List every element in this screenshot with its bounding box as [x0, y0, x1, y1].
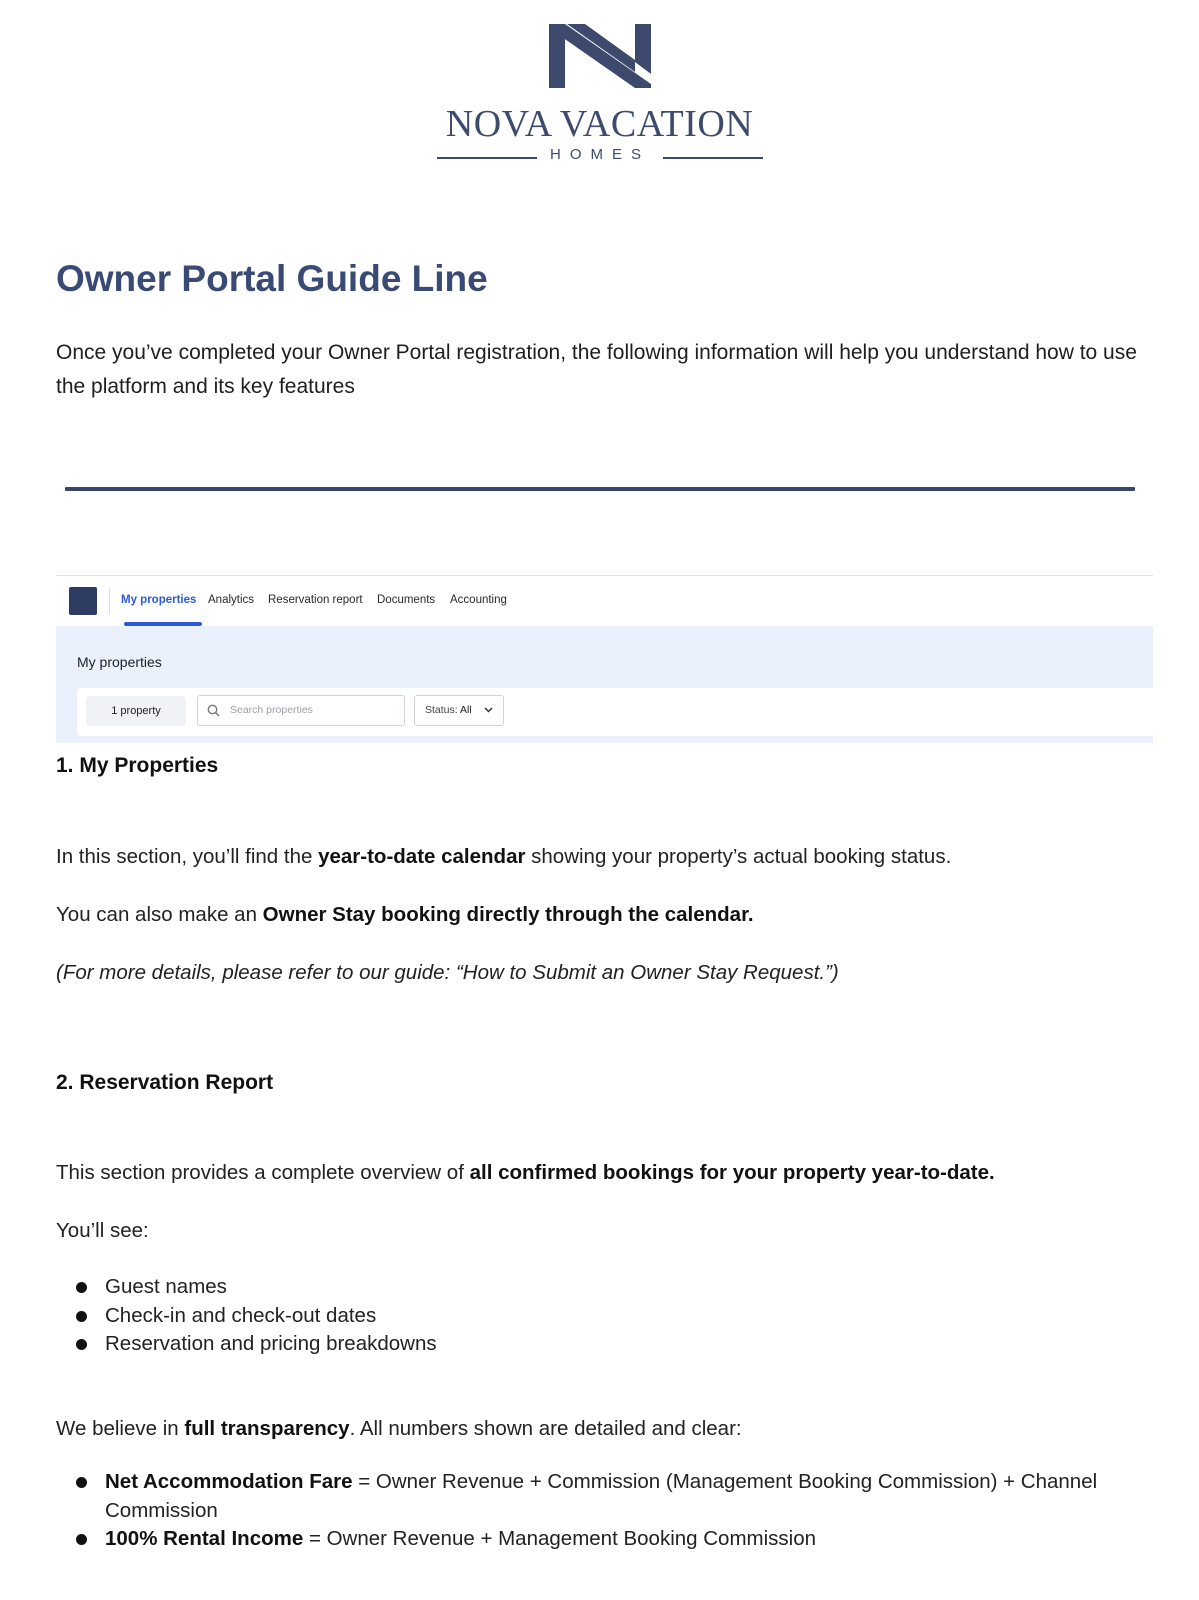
- portal-filter-bar: [77, 688, 1153, 736]
- bold-text: full transparency: [184, 1417, 350, 1440]
- property-count-badge: 1 property: [86, 696, 186, 726]
- search-placeholder: Search properties: [230, 704, 313, 716]
- text: This section provides a complete overview of: [56, 1161, 470, 1184]
- see-list: [56, 1273, 1156, 1359]
- italic-text: (For more details, please refer to our guide: “How to Submit an Owner Stay Request.”): [56, 961, 839, 984]
- section-divider: [65, 487, 1135, 491]
- bold-text: Owner Stay booking directly through the calendar.: [262, 903, 754, 926]
- tab-reservation-report[interactable]: Reservation report: [268, 594, 363, 606]
- definition-text: = Owner Revenue + Commission (Management Booking Commission) + Channel Commission: [105, 1470, 1098, 1522]
- text: showing your property’s actual booking status.: [525, 845, 952, 868]
- search-input[interactable]: [197, 695, 405, 726]
- portal-screenshot: [56, 575, 1153, 743]
- search-icon: [207, 704, 220, 717]
- list-item-text: Check-in and check-out dates: [105, 1303, 377, 1327]
- definition-term: Net Accommodation Fare: [105, 1470, 353, 1493]
- logo-subtitle: HOMES: [549, 146, 650, 163]
- list-item-text: Reservation and pricing breakdowns: [105, 1332, 437, 1355]
- tab-accounting[interactable]: Accounting: [450, 594, 507, 606]
- status-filter-label: Status:: [425, 704, 458, 716]
- logo-monogram-icon: [549, 24, 651, 88]
- paragraph-youll-see: You’ll see:: [56, 1219, 149, 1242]
- logo-subtitle-wrap: [437, 146, 763, 168]
- paragraph-owner-stay: [56, 900, 1166, 930]
- paragraph-calendar: [56, 842, 1166, 872]
- bold-text: year-to-date calendar: [318, 845, 526, 868]
- definitions-list: [56, 1468, 1156, 1554]
- paragraph-guide-reference: [56, 958, 1166, 988]
- list-item: [56, 1468, 1156, 1525]
- list-item: [56, 1273, 1156, 1302]
- list-item: [56, 1525, 1156, 1554]
- status-filter-dropdown[interactable]: [414, 695, 504, 726]
- logo-wordmark: NOVA VACATION: [445, 103, 754, 145]
- list-item-text: Guest names: [105, 1275, 227, 1298]
- section-heading-reservation-report: 2. Reservation Report: [56, 1071, 274, 1094]
- status-filter-text: [425, 704, 472, 716]
- text: We believe in: [56, 1417, 185, 1440]
- list-item: [56, 1302, 1156, 1331]
- text: You can also make an: [56, 903, 263, 926]
- section-heading-my-properties: 1. My Properties: [56, 754, 219, 777]
- portal-top-nav: [56, 575, 1153, 627]
- portal-nav-separator: [109, 588, 110, 614]
- chevron-down-icon: [484, 707, 493, 713]
- bullet-icon: [76, 1282, 87, 1293]
- text: In this section, you’ll find the: [56, 845, 319, 868]
- portal-content: [56, 626, 1153, 743]
- bullet-icon: [76, 1311, 87, 1322]
- tab-analytics[interactable]: Analytics: [208, 594, 255, 606]
- status-filter-value: All: [460, 704, 472, 716]
- tab-my-properties[interactable]: My properties: [121, 594, 197, 606]
- document-title: Owner Portal Guide Line: [56, 258, 488, 299]
- portal-logo: [69, 587, 97, 615]
- definition-text: = Owner Revenue + Management Booking Commission: [303, 1527, 817, 1550]
- portal-page-title: My properties: [77, 654, 162, 670]
- bullet-icon: [76, 1339, 87, 1350]
- definition-term: 100% Rental Income: [105, 1527, 304, 1550]
- bullet-icon: [76, 1477, 87, 1488]
- list-item: [56, 1330, 1156, 1359]
- paragraph-overview: [56, 1158, 1166, 1188]
- text: . All numbers shown are detailed and clear:: [349, 1417, 742, 1440]
- tab-documents[interactable]: Documents: [377, 594, 436, 606]
- bold-text: all confirmed bookings for your property year-to-date.: [469, 1161, 995, 1184]
- intro-paragraph: Once you’ve completed your Owner Portal registration, the following information will help you understand how to use the platform and its key features: [56, 341, 1137, 398]
- paragraph-transparency: [56, 1414, 1166, 1444]
- company-logo: [0, 0, 1199, 180]
- bullet-icon: [76, 1534, 87, 1545]
